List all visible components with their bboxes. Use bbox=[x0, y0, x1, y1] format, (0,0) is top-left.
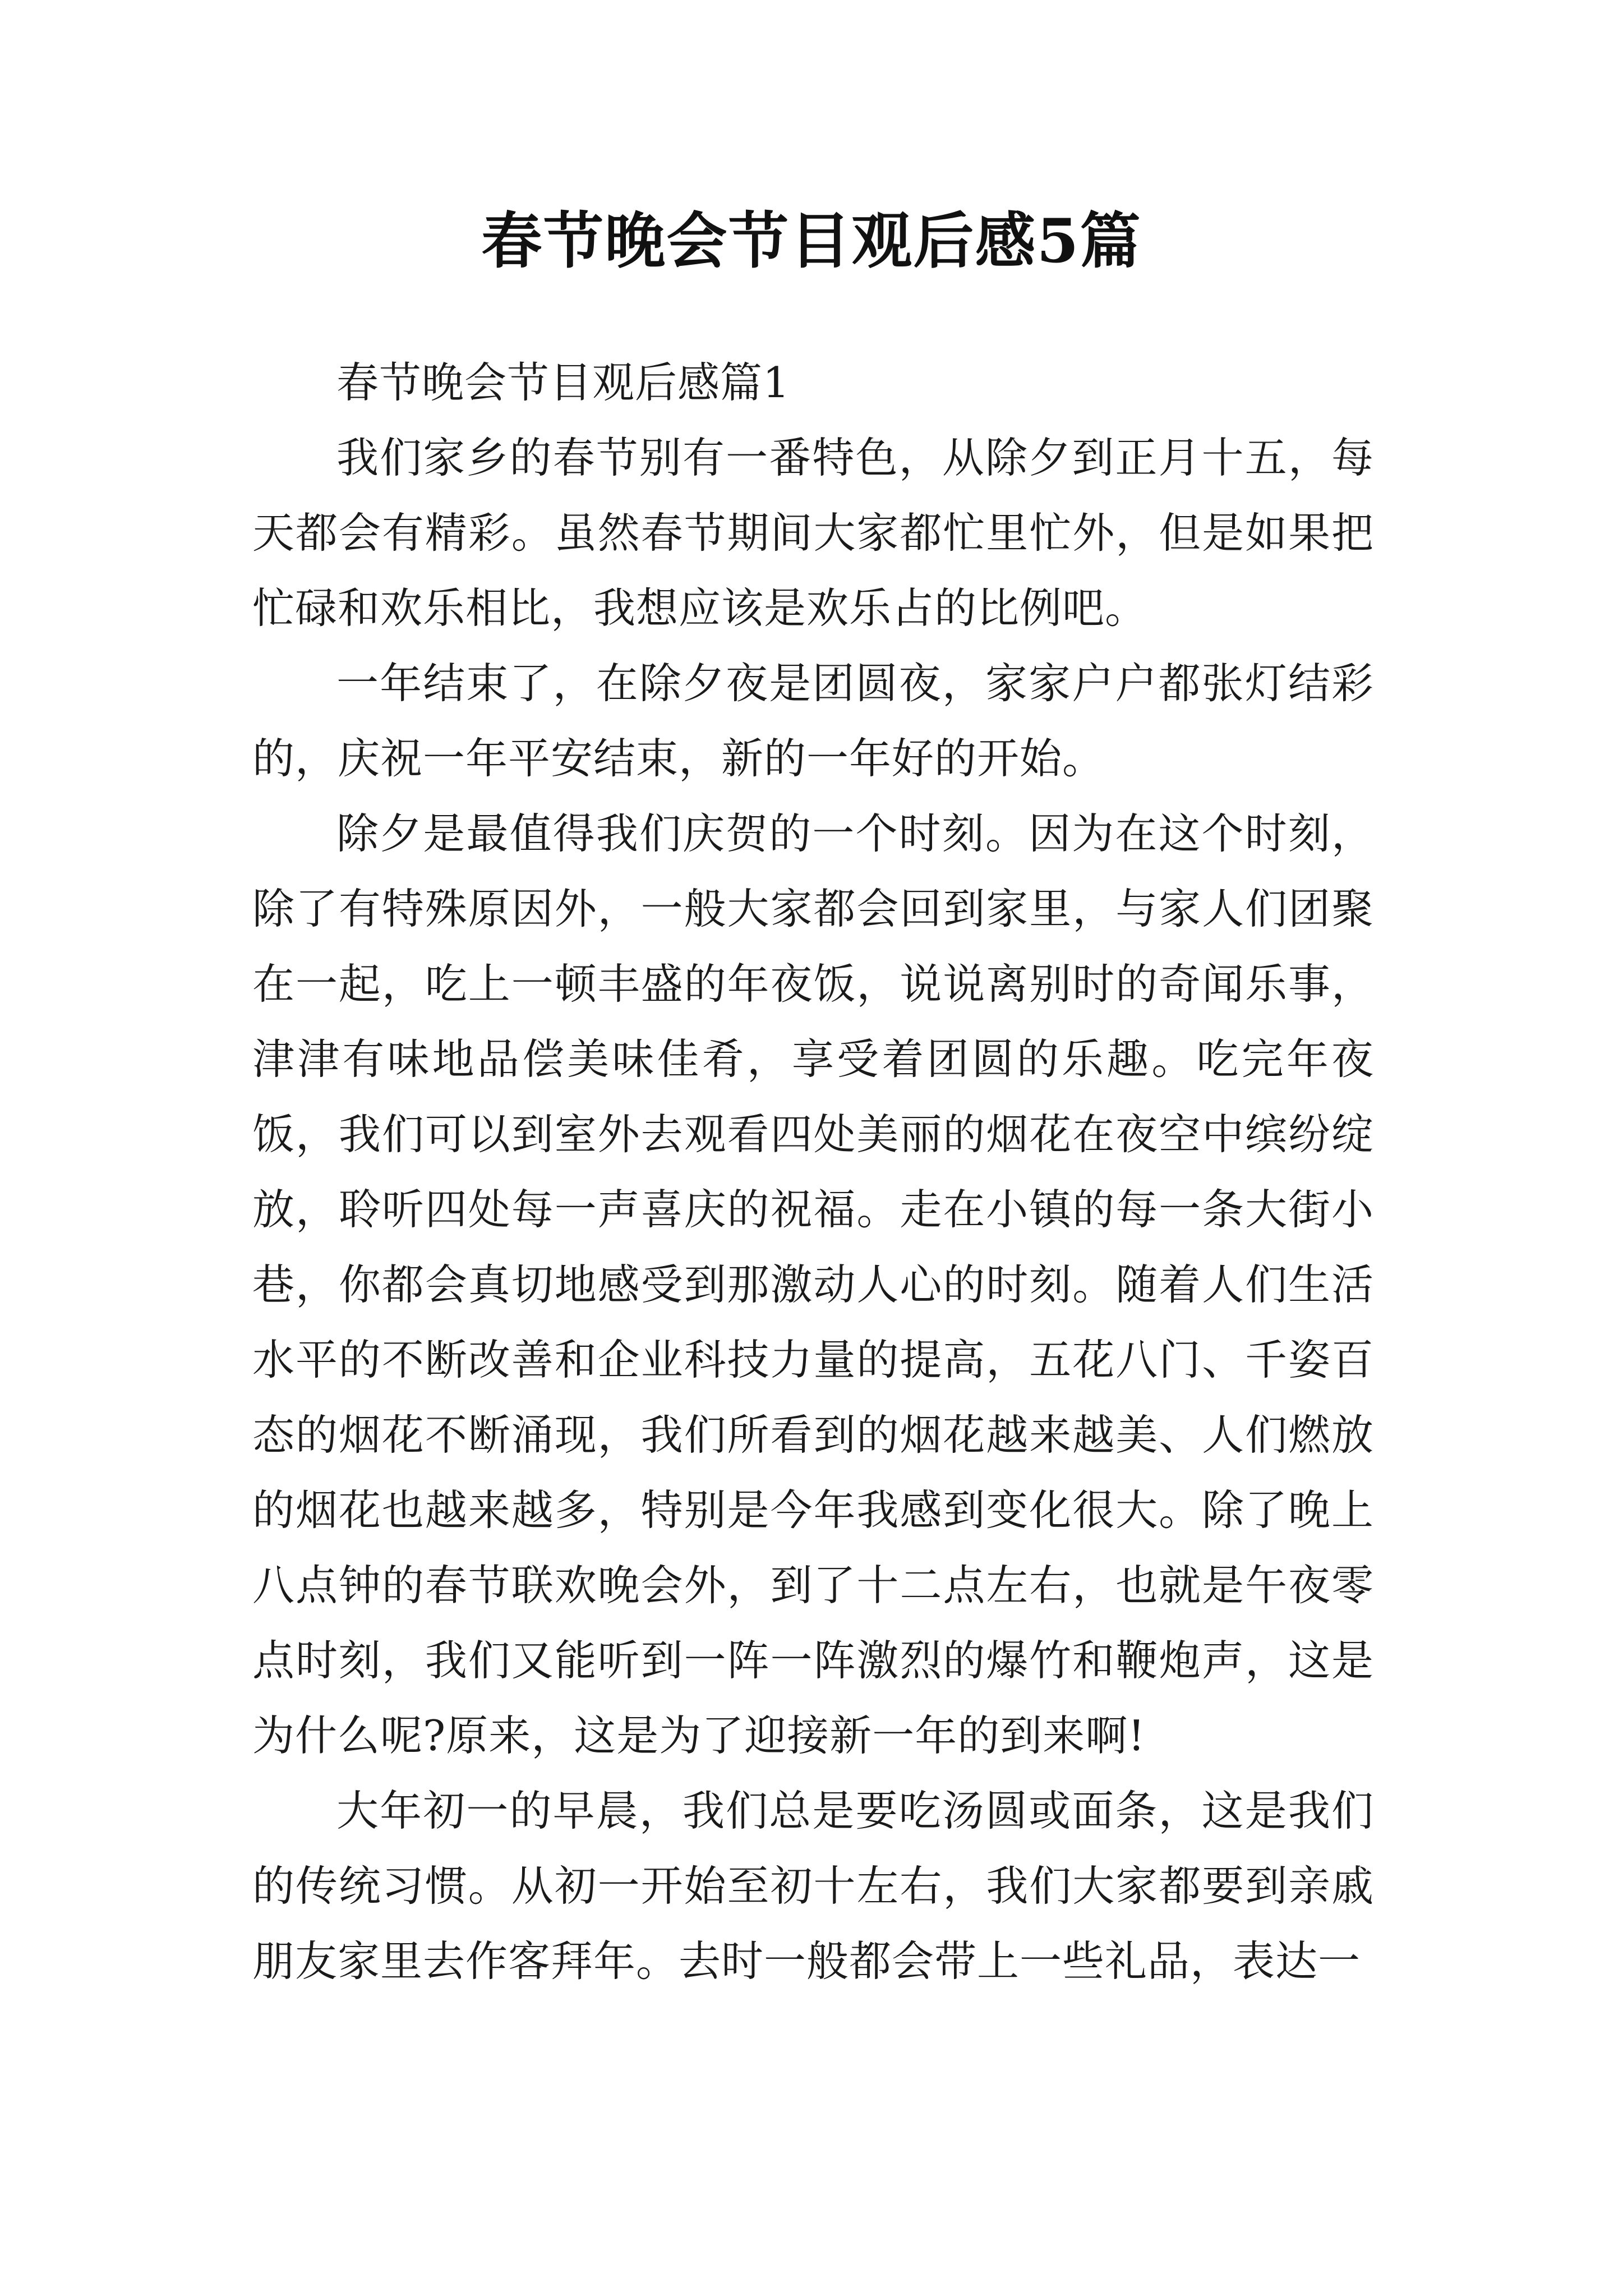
document-body bbox=[252, 345, 1374, 1999]
paragraph: 一年结束了，在除夕夜是团圆夜，家家户户都张灯结彩的，庆祝一年平安结束，新的一年好的开始。 bbox=[252, 659, 1374, 783]
page-title: 春节晚会节目观后感5篇 bbox=[481, 206, 1142, 277]
paragraph: 除夕是最值得我们庆贺的一个时刻。因为在这个时刻，除了有特殊原因外，一般大家都会回到家里，与家人们团聚在一起，吃上一顿丰盛的年夜饭，说说离别时的奇闻乐事，津津有味地品偿美味佳肴，享受着团圆的乐趣。吃完年夜饭，我们可以到室外去观看四处美丽的烟花在夜空中缤纷绽放，聆听四处每一声喜庆的祝福。走在小镇的每一条大街小巷，你都会真切地感受到那激动人心的时刻。随着人们生活水平的不断改善和企业科技力量的提高，五花八门、千姿百态的烟花不断涌现，我们所看到的烟花越来越美、人们燃放的烟花也越来越多，特别是今年我感到变化很大。除了晚上八点钟的春节联欢晚会外，到了十二点左右，也就是午夜零点时刻，我们又能听到一阵一阵激烈的爆竹和鞭炮声，这是为什么呢?原来，这是为了迎接新一年的到来啊! bbox=[252, 809, 1374, 1760]
section-heading: 春节晚会节目观后感篇1 bbox=[336, 358, 790, 407]
paragraph: 我们家乡的春节别有一番特色，从除夕到正月十五，每天都会有精彩。虽然春节期间大家都忙里忙外，但是如果把忙碌和欢乐相比，我想应该是欢乐占的比例吧。 bbox=[252, 433, 1374, 633]
paragraph: 大年初一的早晨，我们总是要吃汤圆或面条，这是我们的传统习惯。从初一开始至初十左右，我们大家都要到亲戚朋友家里去作客拜年。去时一般都会带上一些礼品，表达一 bbox=[252, 1786, 1374, 1986]
